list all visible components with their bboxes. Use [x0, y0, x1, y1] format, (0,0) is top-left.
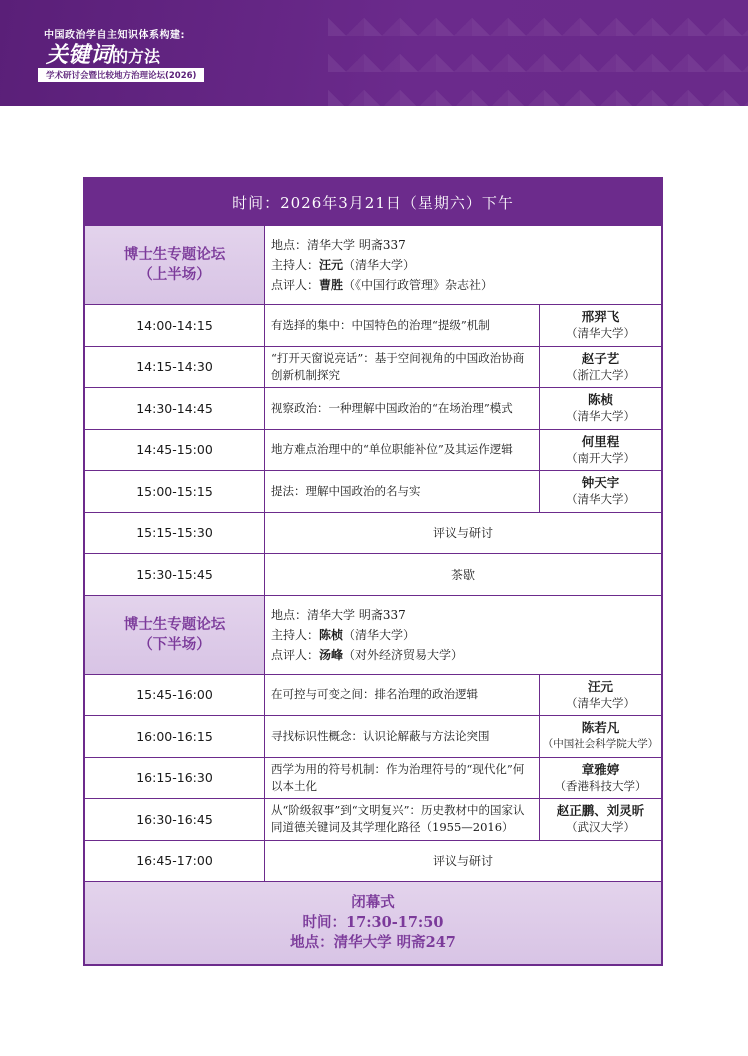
host-affiliation: （清华大学）	[343, 258, 416, 272]
closing-time: 时间：17:30-17:50	[302, 914, 444, 931]
table-row	[85, 840, 661, 882]
session-title-line2: （上半场）	[138, 266, 211, 283]
slot-time: 14:00-14:15	[85, 305, 265, 346]
host-label: 主持人：	[271, 258, 320, 272]
slot-speaker	[540, 675, 661, 716]
location-value: 清华大学 明斋337	[307, 238, 406, 252]
slot-speaker	[540, 758, 661, 799]
speaker-name: 何里程	[581, 433, 620, 449]
session-title-line1: 博士生专题论坛	[123, 246, 226, 263]
reviewer-name: 曹胜	[319, 278, 344, 292]
banner-event-name: 学术研讨会暨比较地方治理论坛(2026)	[38, 68, 204, 82]
schedule-header: 时间：2026年3月21日（星期六）下午	[85, 179, 661, 225]
location-label: 地点：	[271, 238, 308, 252]
speaker-name: 陈若凡	[581, 720, 620, 736]
slot-topic: 视察政治：一种理解中国政治的“在场治理”模式	[265, 388, 540, 429]
slot-speaker	[540, 305, 661, 346]
session-info	[265, 596, 661, 674]
slot-time: 16:30-16:45	[85, 799, 265, 840]
banner-title	[46, 38, 160, 69]
session-host	[271, 255, 655, 275]
slot-time: 16:45-17:00	[85, 841, 265, 882]
slot-topic: 西学为用的符号机制：作为治理符号的“现代化”何以本土化	[265, 758, 540, 799]
banner-title-rest: 的方法	[112, 47, 161, 66]
speaker-affiliation: （中国社会科学院大学）	[542, 738, 659, 751]
closing-title: 闭幕式	[351, 894, 395, 911]
host-affiliation: （清华大学）	[343, 627, 416, 642]
header-banner	[0, 0, 748, 106]
session-location	[271, 605, 655, 625]
speaker-name: 赵正鹏、刘灵昕	[556, 803, 645, 819]
host-name: 陈桢	[319, 627, 344, 642]
banner-keyword: 关键词	[46, 42, 113, 68]
slot-topic: 寻找标识性概念：认识论解蔽与方法论突围	[265, 716, 540, 757]
slot-speaker	[540, 799, 661, 840]
session-title-line2: （下半场）	[138, 635, 211, 653]
speaker-name: 钟天宇	[581, 475, 620, 491]
table-row	[85, 470, 661, 512]
reviewer-affiliation: （《中国行政管理》杂志社）	[343, 278, 494, 292]
session-title-line1: 博士生专题论坛	[123, 615, 226, 633]
table-row	[85, 429, 661, 471]
speaker-name: 陈桢	[587, 392, 613, 408]
speaker-affiliation: （清华大学）	[566, 695, 635, 710]
slot-speaker	[540, 347, 661, 388]
slot-speaker	[540, 471, 661, 512]
speaker-name: 赵子艺	[581, 350, 620, 366]
table-row	[85, 304, 661, 346]
reviewer-label: 点评人：	[271, 278, 320, 292]
slot-topic: 在可控与可变之间：排名治理的政治逻辑	[265, 675, 540, 716]
slot-topic: 有选择的集中：中国特色的治理“提级”机制	[265, 305, 540, 346]
speaker-name: 章雅婷	[581, 761, 620, 777]
speaker-affiliation: （清华大学）	[566, 326, 635, 341]
slot-time: 15:15-15:30	[85, 513, 265, 554]
speaker-affiliation: （南开大学）	[566, 450, 635, 465]
slot-time: 14:30-14:45	[85, 388, 265, 429]
session-reviewer	[271, 645, 655, 665]
slot-topic: “打开天窗说亮话”：基于空间视角的中国政治协商创新机制探究	[265, 347, 540, 388]
table-row	[85, 512, 661, 554]
speaker-affiliation: （浙江大学）	[566, 367, 635, 382]
slot-topic: 从“阶级叙事”到“文明复兴”：历史教材中的国家认同道德关键词及其学理化路径（1955—2016）	[265, 799, 540, 840]
closing-ceremony	[85, 881, 661, 964]
slot-time: 14:15-14:30	[85, 347, 265, 388]
location-value: 清华大学 明斋337	[307, 607, 406, 622]
slot-time: 15:30-15:45	[85, 554, 265, 595]
reviewer-name: 汤峰	[319, 647, 344, 662]
slot-topic: 地方难点治理中的“单位职能补位”及其运作逻辑	[265, 430, 540, 471]
reviewer-affiliation: （对外经济贸易大学）	[343, 647, 464, 662]
schedule-table	[83, 177, 663, 966]
table-row	[85, 757, 661, 799]
session-location	[271, 235, 655, 255]
table-row	[85, 553, 661, 595]
session-header	[85, 595, 661, 674]
slot-time: 14:45-15:00	[85, 430, 265, 471]
slot-time: 16:00-16:15	[85, 716, 265, 757]
speaker-name: 邢羿飞	[581, 309, 620, 325]
slot-activity: 茶歇	[450, 567, 475, 582]
location-label: 地点：	[271, 607, 308, 622]
slot-time: 15:45-16:00	[85, 675, 265, 716]
speaker-affiliation: （清华大学）	[566, 492, 635, 507]
slot-speaker	[540, 430, 661, 471]
table-row	[85, 387, 661, 429]
slot-speaker	[540, 388, 661, 429]
session-title	[85, 596, 265, 674]
slot-speaker	[540, 716, 661, 757]
slot-activity: 评议与研讨	[432, 526, 493, 541]
slot-topic: 提法：理解中国政治的名与实	[265, 471, 540, 512]
table-row	[85, 674, 661, 716]
slot-time: 16:15-16:30	[85, 758, 265, 799]
host-label: 主持人：	[271, 627, 320, 642]
banner-pattern	[328, 0, 748, 106]
speaker-affiliation: （香港科技大学）	[554, 778, 647, 793]
table-row	[85, 798, 661, 840]
closing-location: 地点：清华大学 明斋247	[290, 934, 456, 951]
table-row	[85, 715, 661, 757]
slot-time: 15:00-15:15	[85, 471, 265, 512]
session-reviewer	[271, 275, 655, 295]
reviewer-label: 点评人：	[271, 647, 320, 662]
session-host	[271, 625, 655, 645]
host-name: 汪元	[319, 258, 344, 272]
speaker-affiliation: （清华大学）	[566, 409, 635, 424]
banner-subtitle: 中国政治学自主知识体系构建:	[44, 30, 185, 41]
session-info	[265, 226, 661, 304]
slot-activity: 评议与研讨	[432, 854, 493, 869]
session-title	[85, 226, 265, 304]
speaker-name: 汪元	[587, 678, 613, 694]
speaker-affiliation: （武汉大学）	[566, 820, 635, 835]
session-header	[85, 225, 661, 304]
table-row	[85, 346, 661, 388]
